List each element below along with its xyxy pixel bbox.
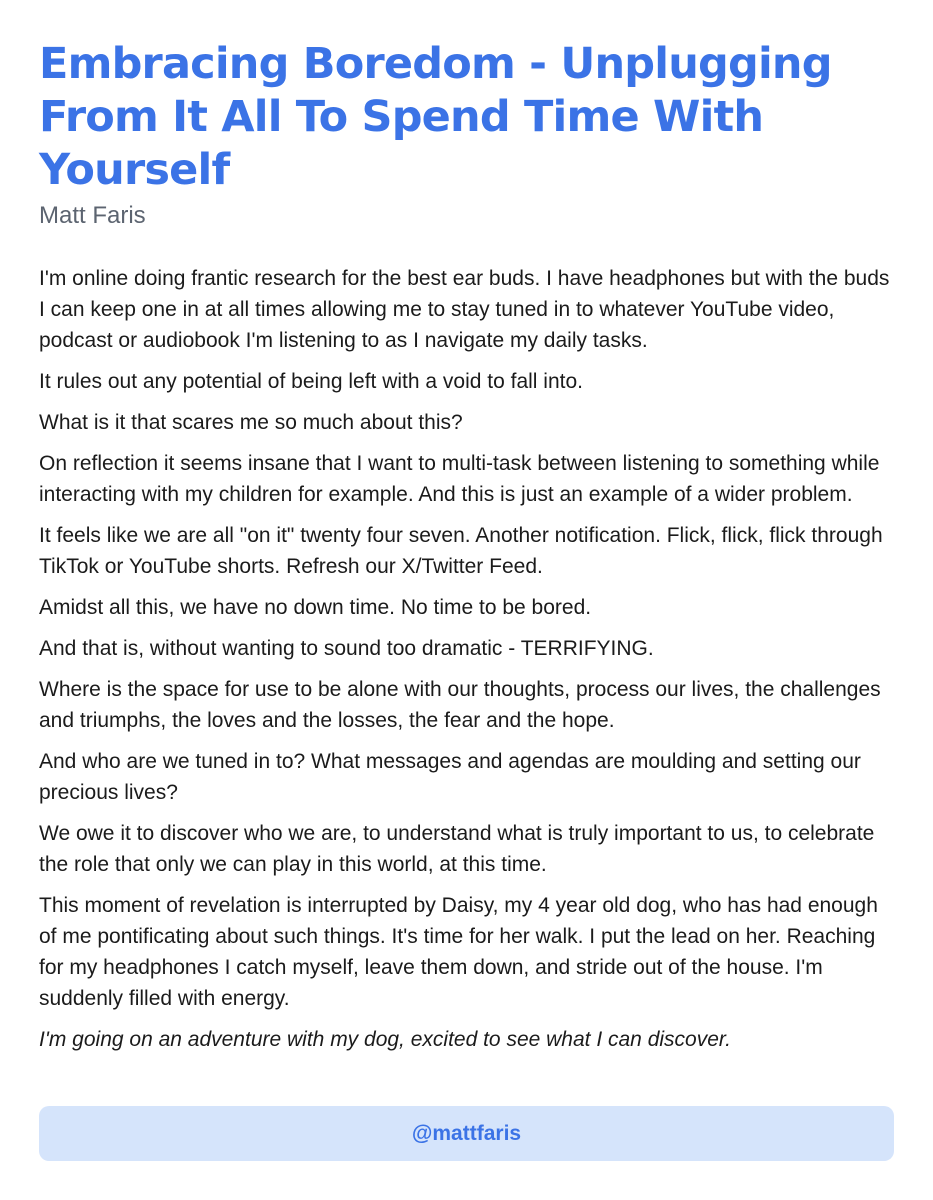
paragraph: We owe it to discover who we are, to understand what is truly important to us, to celebrate the role that only we can play in this world, at this time. [39,822,875,876]
article-title: Embracing Boredom - Unplugging From It All To Spend Time With Yourself [39,39,832,195]
author-handle-link[interactable]: @mattfaris [411,1121,522,1145]
paragraph: And who are we tuned in to? What messages and agendas are moulding and setting our precious lives? [39,750,861,804]
closing-paragraph: I'm going on an adventure with my dog, excited to see what I can discover. [39,1028,731,1051]
paragraph: It feels like we are all "on it" twenty four seven. Another notification. Flick, flick, flick through TikTok or YouTube shorts. Refresh our X/Twitter Feed. [39,524,883,578]
author-handle-bar[interactable] [39,1106,894,1161]
paragraph: It rules out any potential of being left with a void to fall into. [39,370,583,393]
paragraph: This moment of revelation is interrupted by Daisy, my 4 year old dog, who has had enough of me pontificating about such things. It's time for her walk. I put the lead on her. Reaching for my headphones I catch myself, leave them down, and stride out of the house. I'm suddenly filled with energy. [39,894,878,1010]
paragraph: Where is the space for use to be alone with our thoughts, process our lives, the challenges and triumphs, the loves and the losses, the fear and the hope. [39,678,881,732]
paragraph: On reflection it seems insane that I want to multi-task between listening to something while interacting with my children for example. And this is just an example of a wider problem. [39,452,880,506]
paragraph: Amidst all this, we have no down time. No time to be bored. [39,596,592,619]
paragraph: And that is, without wanting to sound too dramatic - TERRIFYING. [39,637,654,660]
article-body [39,263,894,1055]
article-author: Matt Faris [39,202,146,229]
paragraph: What is it that scares me so much about this? [39,411,463,434]
paragraph: I'm online doing frantic research for the best ear buds. I have headphones but with the buds I can keep one in at all times allowing me to stay tuned in to whatever YouTube video, podcast or audiobook I'm listening to as I navigate my daily tasks. [39,267,890,352]
